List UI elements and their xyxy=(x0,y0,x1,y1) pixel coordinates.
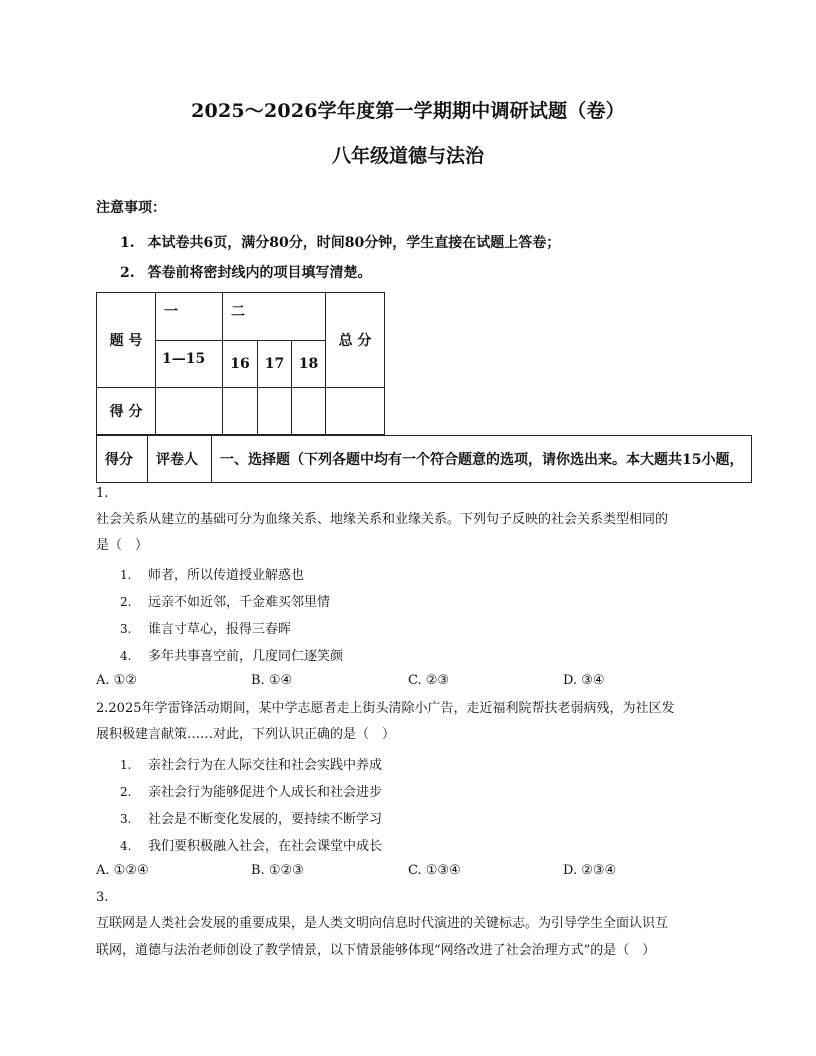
statement-option xyxy=(120,591,330,610)
option-number: 2. xyxy=(120,785,132,799)
sub-header-1-15: 1—15 xyxy=(156,341,223,388)
part-two-header: 二 xyxy=(223,293,326,341)
notice-item xyxy=(120,232,560,252)
answer-choice-d: D. ②③④ xyxy=(563,863,617,878)
question-stem-line: 社会关系从建立的基础可分为血缘关系、地缘关系和业缘关系。下列句子反映的社会关系类型相同的 xyxy=(96,512,669,527)
statement-option xyxy=(120,781,382,800)
option-number: 1. xyxy=(120,758,132,772)
sub-header-18: 18 xyxy=(292,341,326,388)
section-one-header-table xyxy=(96,435,752,483)
score-cell xyxy=(258,388,292,435)
section-score-label: 得分 xyxy=(97,436,148,483)
answer-choice-b: B. ①②③ xyxy=(251,863,304,878)
notice-item-text: 本试卷共6页，满分80分，时间80分钟，学生直接在试题上答卷； xyxy=(147,235,561,251)
score-cell xyxy=(326,388,385,435)
answer-choice-a: A. ①②④ xyxy=(96,863,149,878)
question-number: 3. xyxy=(96,890,109,905)
question-number: 1. xyxy=(96,486,109,501)
option-text: 社会是不断变化发展的，要持续不断学习 xyxy=(148,812,383,827)
option-number: 4. xyxy=(120,839,132,853)
question-stem-line: 联网，道德与法治老师创设了教学情景，以下情景能够体现“网络改进了社会治理方式”的是（ ） xyxy=(96,943,656,958)
exam-subject: 八年级道德与法治 xyxy=(331,145,484,167)
option-number: 3. xyxy=(120,622,132,636)
score-cell xyxy=(223,388,258,435)
row-label-question-number: 题 号 xyxy=(97,293,156,388)
answer-choice-a: A. ①② xyxy=(96,673,137,688)
question-stem-line: 展积极建言献策……对此，下列认识正确的是（ ） xyxy=(96,727,396,742)
notice-item xyxy=(120,262,372,282)
statement-option xyxy=(120,808,382,827)
notice-heading: 注意事项： xyxy=(96,200,166,216)
exam-title: 2025～2026学年度第一学期期中调研试题（卷） xyxy=(191,100,625,122)
option-text: 亲社会行为能够促进个人成长和社会进步 xyxy=(148,785,383,800)
option-text: 师者，所以传道授业解惑也 xyxy=(148,568,305,583)
question-stem-line: 是（ ） xyxy=(96,538,149,553)
answer-choice-c: C. ①③④ xyxy=(408,863,461,878)
option-text: 多年共事喜空前，几度同仁逐笑颜 xyxy=(148,649,344,664)
statement-option xyxy=(120,564,304,583)
option-text: 我们要积极融入社会，在社会课堂中成长 xyxy=(148,839,383,854)
part-one-header: 一 xyxy=(156,293,223,341)
answer-choice-c: C. ②③ xyxy=(408,673,450,688)
score-cell xyxy=(156,388,223,435)
statement-option xyxy=(120,618,291,637)
score-cell xyxy=(292,388,326,435)
option-text: 谁言寸草心，报得三春晖 xyxy=(148,622,292,637)
notice-item-text: 答卷前将密封线内的项目填写清楚。 xyxy=(147,265,372,281)
option-text: 亲社会行为在人际交往和社会实践中养成 xyxy=(148,758,383,773)
notice-item-number: 1. xyxy=(120,235,135,251)
score-table xyxy=(96,292,385,435)
option-number: 1. xyxy=(120,568,132,582)
row-label-score: 得 分 xyxy=(97,388,156,435)
question-stem-line: 2.2025年学雷锋活动期间，某中学志愿者走上街头清除小广告，走近福利院帮扶老弱病残，为社区发 xyxy=(96,701,675,716)
section-one-heading: 一、选择题（下列各题中均有一个符合题意的选项，请你选出来。本大题共15小题， xyxy=(212,436,752,483)
option-number: 3. xyxy=(120,812,132,826)
option-text: 远亲不如近邻，千金难买邻里情 xyxy=(148,595,331,610)
statement-option xyxy=(120,835,382,854)
total-header: 总 分 xyxy=(326,293,385,388)
option-number: 4. xyxy=(120,649,132,663)
option-number: 2. xyxy=(120,595,132,609)
sub-header-16: 16 xyxy=(223,341,258,388)
answer-choice-d: D. ③④ xyxy=(563,673,605,688)
statement-option xyxy=(120,645,343,664)
grader-label: 评卷人 xyxy=(148,436,212,483)
sub-header-17: 17 xyxy=(258,341,292,388)
notice-item-number: 2. xyxy=(120,265,135,281)
statement-option xyxy=(120,754,382,773)
answer-choice-b: B. ①④ xyxy=(251,673,293,688)
question-stem-line: 互联网是人类社会发展的重要成果，是人类文明向信息时代演进的关键标志。为引导学生全面认识互 xyxy=(96,916,669,931)
